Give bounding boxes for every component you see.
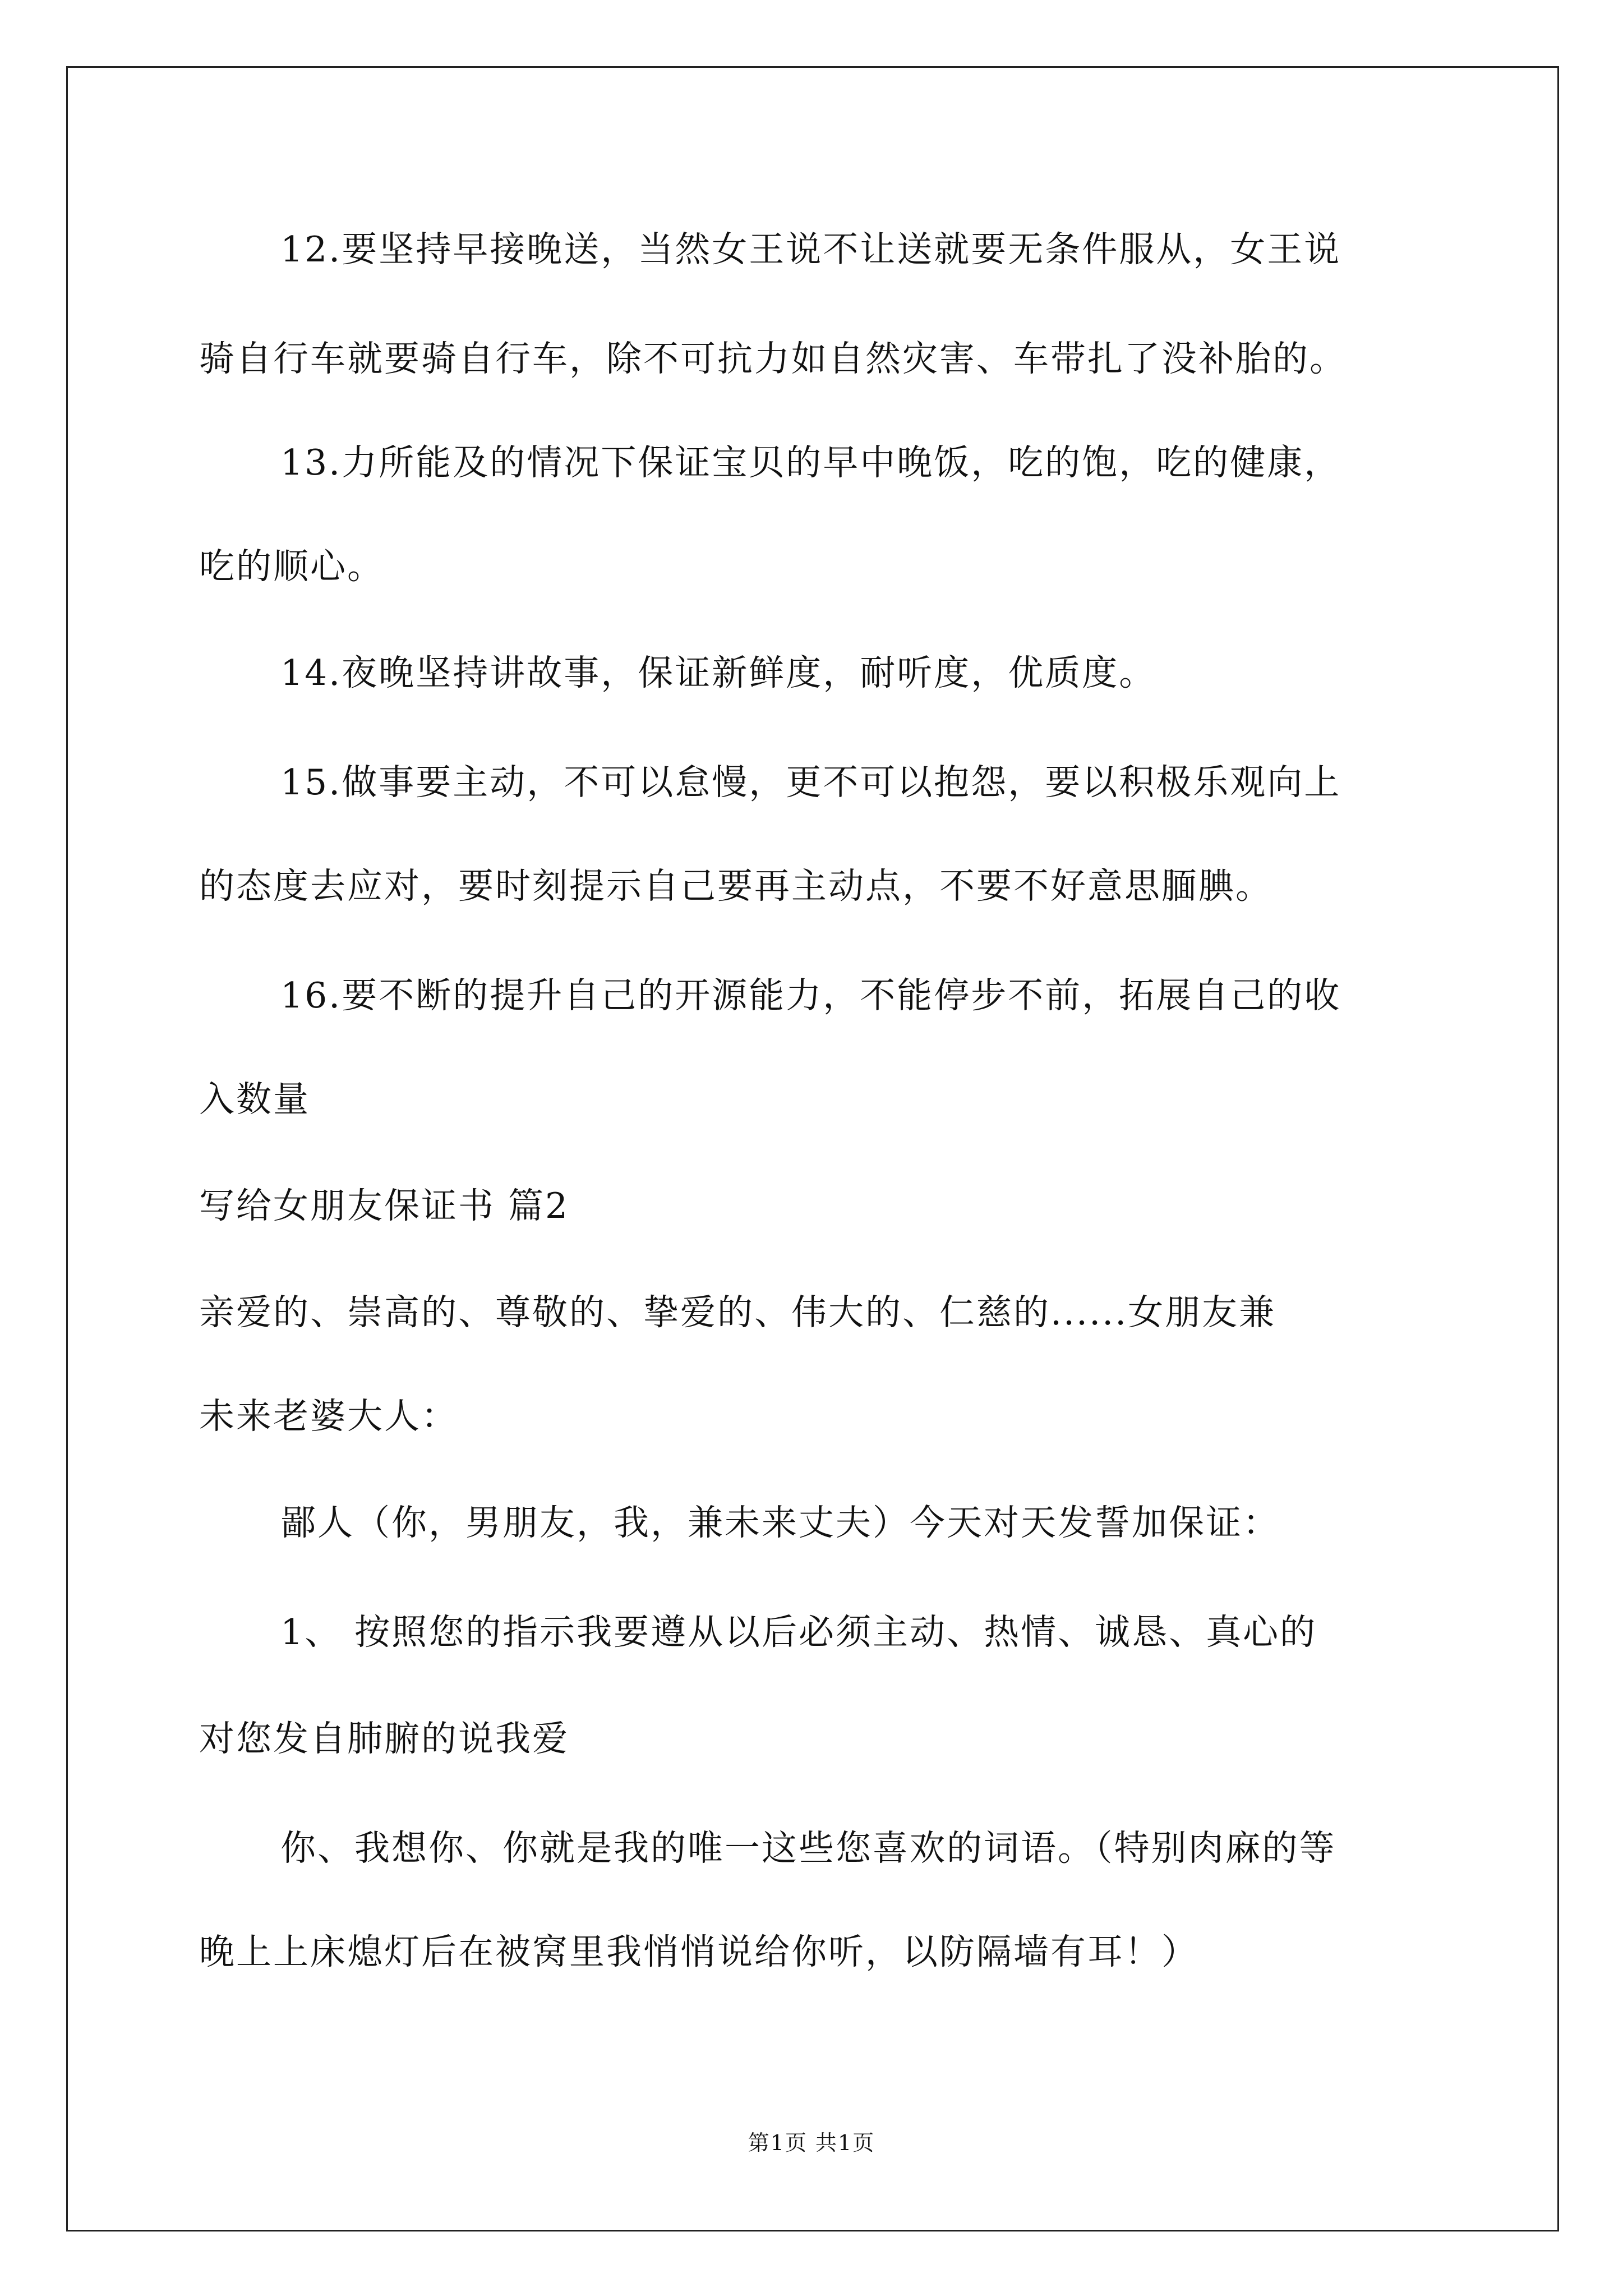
page-footer: 第1页 共1页	[748, 2131, 875, 2155]
page-border	[66, 66, 1559, 2231]
paragraph-14: 14.夜晚坚持讲故事，保证新鲜度，耐听度，优质度。	[280, 652, 1156, 693]
salutation-line-1: 亲爱的、崇高的、尊敬的、挚爱的、伟大的、仁慈的......女朋友兼	[199, 1292, 1276, 1333]
salutation-line-2: 未来老婆大人：	[199, 1396, 458, 1437]
pledge-1-line-3: 你、我想你、你就是我的唯一这些您喜欢的词语。（特别肉麻的等	[280, 1828, 1336, 1869]
paragraph-13-line-1: 13.力所能及的情况下保证宝贝的早中晚饭，吃的饱，吃的健康，	[280, 442, 1341, 483]
pledge-1-line-1: 1、 按照您的指示我要遵从以后必须主动、热情、诚恳、真心的	[280, 1612, 1317, 1653]
paragraph-12-line-1: 12.要坚持早接晚送，当然女王说不让送就要无条件服从，女王说	[280, 229, 1341, 270]
paragraph-15-line-2: 的态度去应对，要时刻提示自己要再主动点，不要不好意思腼腆。	[199, 866, 1272, 907]
paragraph-13-line-2: 吃的顺心。	[199, 546, 384, 587]
paragraph-12-line-2: 骑自行车就要骑自行车，除不可抗力如自然灾害、车带扎了没补胎的。	[199, 338, 1347, 379]
section-heading: 写给女朋友保证书 篇2	[199, 1185, 570, 1226]
pledge-1-line-2: 对您发自肺腑的说我爱	[199, 1718, 569, 1759]
paragraph-16-line-2: 入数量	[199, 1079, 310, 1120]
pledge-1-line-4: 晚上上床熄灯后在被窝里我悄悄说给你听，以防隔墙有耳！）	[199, 1931, 1198, 1972]
pledge-intro: 鄙人（你，男朋友，我，兼未来丈夫）今天对天发誓加保证：	[280, 1502, 1280, 1543]
paragraph-15-line-1: 15.做事要主动，不可以怠慢，更不可以抱怨，要以积极乐观向上	[280, 762, 1341, 803]
paragraph-16-line-1: 16.要不断的提升自己的开源能力，不能停步不前，拓展自己的收	[280, 975, 1341, 1016]
